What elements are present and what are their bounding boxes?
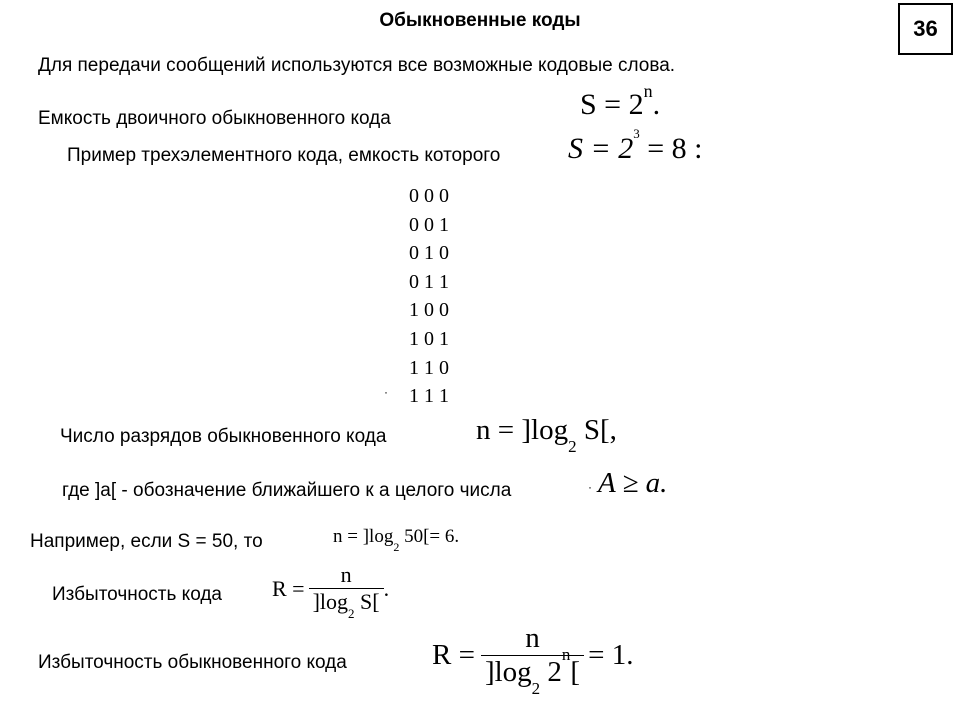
redundancy2-denominator xyxy=(481,645,584,698)
capacity-label: Емкость двоичного обыкновенного кода xyxy=(38,108,391,129)
redundancy-label: Избыточность кода xyxy=(52,584,222,605)
digits-formula-pre: n = ]log xyxy=(476,414,569,446)
redundancy2-formula-end: = 1. xyxy=(588,639,634,671)
code-word: 1 0 1 xyxy=(409,327,449,350)
code-word: 0 1 1 xyxy=(409,270,449,293)
capacity-formula-end: . xyxy=(652,88,661,121)
redundancy2-label: Избыточность обыкновенного кода xyxy=(38,652,347,673)
redundancy2-formula-lhs: R = xyxy=(432,639,475,671)
code-word: 1 1 1 xyxy=(409,385,449,408)
page-number-badge: 36 xyxy=(898,3,953,55)
example2-label: Например, если S = 50, то xyxy=(30,531,263,552)
capacity-formula-lhs: S = 2 xyxy=(580,88,644,121)
redundancy2-numerator: n xyxy=(525,622,540,654)
redundancy2-fraction xyxy=(481,622,584,698)
redundancy-numerator: n xyxy=(340,562,352,587)
example2-formula xyxy=(333,526,460,554)
notation-dot-mark: · xyxy=(588,480,592,494)
digits-formula-post: S[, xyxy=(576,414,617,446)
example-formula-lhs: S = 2 xyxy=(568,132,634,165)
redundancy2-den-mid: 2 xyxy=(540,656,562,688)
example2-formula-sub: 2 xyxy=(393,539,400,554)
digits-formula xyxy=(476,414,617,456)
digits-formula-sub: 2 xyxy=(568,436,577,456)
code-word: 0 0 0 xyxy=(409,185,449,207)
redundancy-den-pre: ]log xyxy=(312,589,349,614)
redundancy2-den-sub: 2 xyxy=(531,678,541,698)
redundancy-formula-end: . xyxy=(383,575,390,601)
redundancy2-den-post: [ xyxy=(570,656,581,688)
code-word: 0 1 0 xyxy=(409,242,449,265)
example-label: Пример трехэлементного кода, емкость которого xyxy=(67,145,501,166)
example2-formula-pre: n = ]log xyxy=(333,526,394,547)
notation-formula: A ≥ a. xyxy=(598,467,668,499)
redundancy-formula-lhs: R = xyxy=(272,575,305,601)
capacity-formula-exp: n xyxy=(643,81,653,101)
digits-label: Число разрядов обыкновенного кода xyxy=(60,426,387,447)
example-formula-rest: = 8 : xyxy=(639,132,703,165)
redundancy-fraction xyxy=(309,562,384,622)
redundancy2-den-sup: n xyxy=(561,645,571,665)
redundancy-formula xyxy=(272,562,390,622)
redundancy2-formula xyxy=(432,622,634,698)
code-table xyxy=(409,182,449,411)
redundancy-den-post: S[ xyxy=(354,589,380,614)
slide-title: Обыкновенные коды xyxy=(379,10,581,31)
redundancy-den-sub: 2 xyxy=(348,606,355,622)
capacity-formula xyxy=(580,81,661,122)
example2-formula-post: 50[= 6. xyxy=(399,526,460,547)
notation-label: где ]a[ - обозначение ближайшего к а целого числа xyxy=(62,480,512,501)
redundancy-denominator xyxy=(309,589,384,622)
code-word: 1 0 0 xyxy=(409,299,449,322)
intro-text: Для передачи сообщений используются все возможные кодовые слова. xyxy=(38,55,676,76)
code-word: 0 0 1 xyxy=(409,213,449,236)
example-formula xyxy=(568,126,703,166)
code-word: 1 1 0 xyxy=(409,356,449,379)
redundancy2-den-pre: ]log xyxy=(484,656,532,688)
row-dot-mark: · xyxy=(384,385,388,399)
example-formula-exp: 3 xyxy=(633,126,640,141)
